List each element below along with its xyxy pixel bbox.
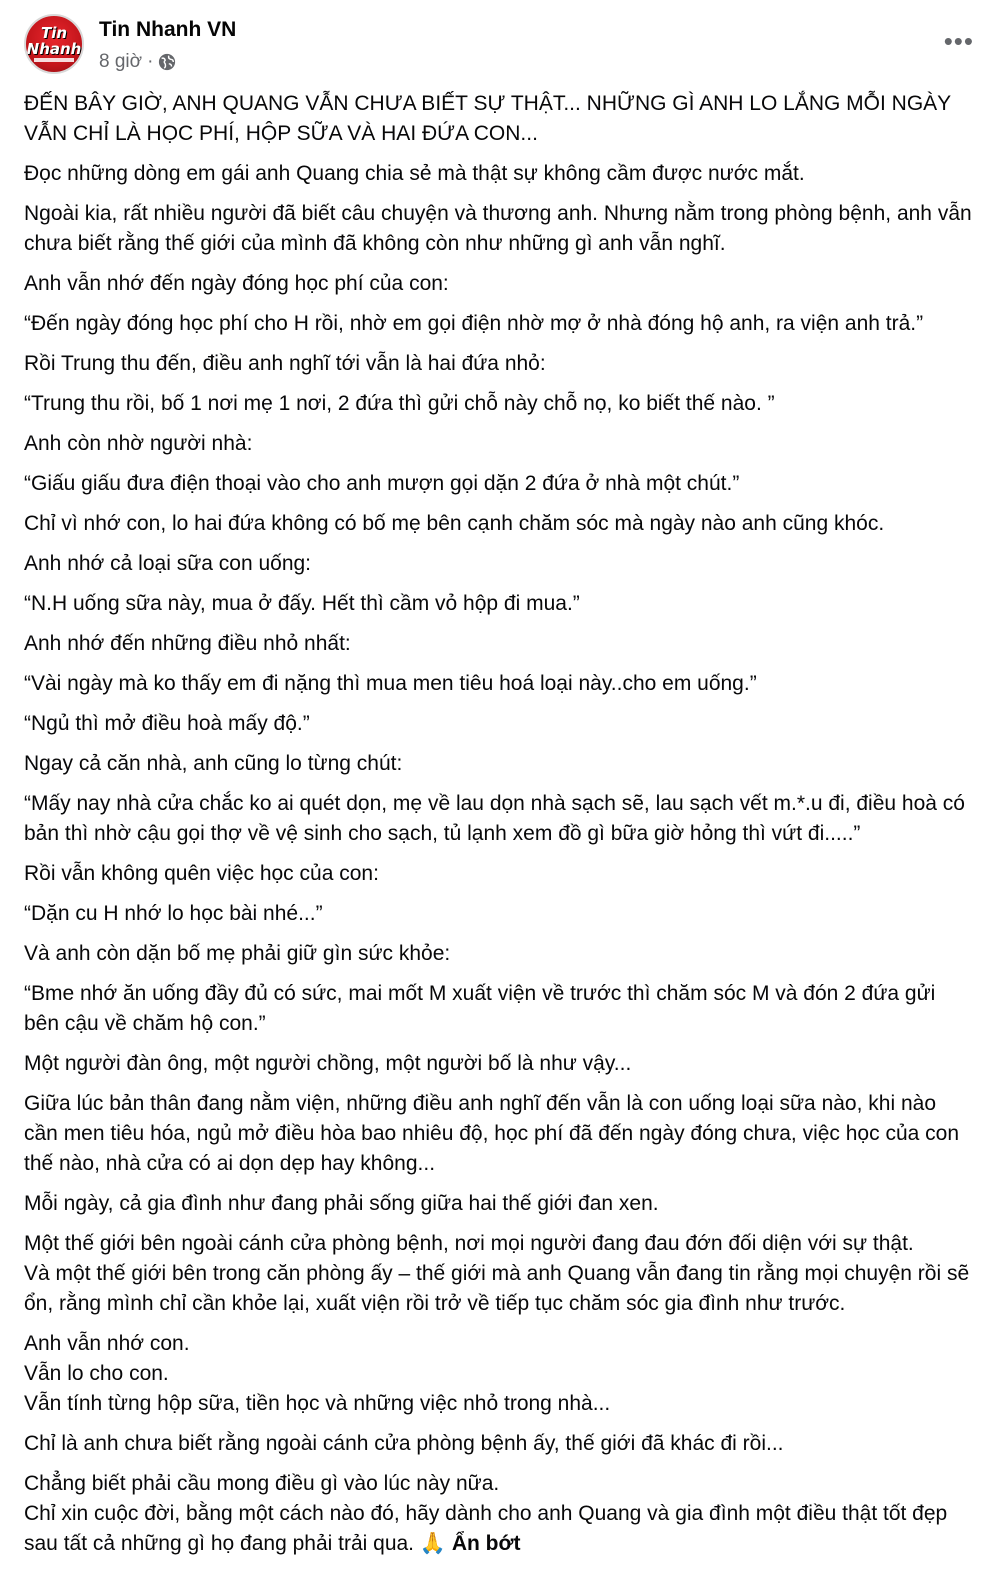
post-quote: “Dặn cu H nhớ lo học bài nhé...” [24, 902, 323, 925]
post-line: Vẫn tính từng hộp sữa, tiền học và những việc nhỏ trong nhà... [24, 1392, 611, 1415]
post-line: Anh vẫn nhớ con. [24, 1332, 190, 1355]
post-line: Vẫn lo cho con. [24, 1362, 169, 1385]
post-time[interactable]: 8 giờ [99, 51, 143, 72]
avatar[interactable] [24, 14, 84, 74]
post-paragraph: Và một thế giới bên trong căn phòng ấy – thế giới mà anh Quang vẫn đang tin rằng mọi chuyện rồi sẽ ổn, rằng mình chỉ cần khỏe lại, xuất viện rồi trở về tiếp tục chăm sóc gia đình như trước. [24, 1262, 970, 1315]
avatar-logo-bar [34, 58, 74, 62]
post-body [24, 89, 974, 1559]
avatar-logo-line2: Nhanh [26, 40, 82, 58]
post-paragraph: Mỗi ngày, cả gia đình như đang phải sống giữa hai thế giới đan xen. [24, 1192, 659, 1215]
post-last-text: Chỉ xin cuộc đời, bằng một cách nào đó, hãy dành cho anh Quang và gia đình một điều thật tốt đẹp sau tất cả những gì họ đang phải trải qua. [24, 1502, 948, 1555]
author-name[interactable]: Tin Nhanh VN [99, 18, 237, 41]
post-paragraph: Một người đàn ông, một người chồng, một người bố là như vậy... [24, 1052, 632, 1075]
post-paragraph: Rồi Trung thu đến, điều anh nghĩ tới vẫn là hai đứa nhỏ: [24, 352, 546, 375]
post-quote: “Bme nhớ ăn uống đầy đủ có sức, mai mốt M xuất viện về trước thì chăm sóc M và đón 2 đứa gửi bên cậu về chăm hộ con.” [24, 982, 936, 1035]
post-paragraph: Chỉ vì nhớ con, lo hai đứa không có bố mẹ bên cạnh chăm sóc mà ngày nào anh cũng khóc. [24, 512, 885, 535]
post-paragraph: Giữa lúc bản thân đang nằm viện, những điều anh nghĩ đến vẫn là con uống loại sữa nào, khi nào cần men tiêu hóa, ngủ mở điều hòa bao nhiêu độ, học phí đã đến ngày đóng chưa, việc học của con thế nào, nhà cửa có ai dọn dẹp hay không... [24, 1092, 959, 1175]
post-last-paragraph [24, 1499, 974, 1559]
post-paragraph: Anh vẫn nhớ đến ngày đóng học phí của con: [24, 272, 449, 295]
globe-icon[interactable] [158, 53, 176, 71]
post-quote: “Mấy nay nhà cửa chắc ko ai quét dọn, mẹ về lau dọn nhà sạch sẽ, lau sạch vết m.*.u đi, điều hoà có bản thì nhờ cậu gọi thợ về vệ sinh cho sạch, tủ lạnh xem đồ gì bữa giờ hỏng thì vứt đi.....” [24, 792, 965, 845]
post-paragraph: Một thế giới bên ngoài cánh cửa phòng bệnh, nơi mọi người đang đau đớn đối diện với sự thật. [24, 1232, 914, 1255]
post-headline: ĐẾN BÂY GIỜ, ANH QUANG VẪN CHƯA BIẾT SỰ THẬT... NHỮNG GÌ ANH LO LẮNG MỖI NGÀY VẪN CHỈ LÀ HỌC PHÍ, HỘP SỮA VÀ HAI ĐỨA CON... [24, 92, 951, 145]
post-header [24, 14, 984, 78]
post-paragraph: Chẳng biết phải cầu mong điều gì vào lúc này nữa. [24, 1472, 500, 1495]
post-quote: “Trung thu rồi, bố 1 nơi mẹ 1 nơi, 2 đứa thì gửi chỗ này chỗ nọ, ko biết thế nào. ” [24, 392, 775, 415]
avatar-logo-line1: Tin [40, 24, 68, 42]
post-paragraph: Anh còn nhờ người nhà: [24, 432, 253, 455]
post-paragraph: Và anh còn dặn bố mẹ phải giữ gìn sức khỏe: [24, 942, 451, 965]
post-quote: “Giấu giấu đưa điện thoại vào cho anh mượn gọi dặn 2 đứa ở nhà một chút.” [24, 472, 740, 495]
post-paragraph: Anh nhớ đến những điều nhỏ nhất: [24, 632, 351, 655]
post-quote: “Ngủ thì mở điều hoà mấy độ.” [24, 712, 310, 735]
post-paragraph: Anh nhớ cả loại sữa con uống: [24, 552, 312, 575]
see-less-link[interactable]: Ẩn bớt [451, 1532, 521, 1555]
post-paragraph: Đọc những dòng em gái anh Quang chia sẻ mà thật sự không cầm được nước mắt. [24, 162, 805, 185]
post-paragraph: Rồi vẫn không quên việc học của con: [24, 862, 379, 885]
post-meta [99, 51, 176, 73]
post-quote: “N.H uống sữa này, mua ở đấy. Hết thì cầm vỏ hộp đi mua.” [24, 592, 580, 615]
meta-separator: · [147, 51, 154, 72]
post-paragraph: Chỉ là anh chưa biết rằng ngoài cánh cửa phòng bệnh ấy, thế giới đã khác đi rồi... [24, 1432, 784, 1455]
more-horizontal-icon[interactable]: ••• [943, 26, 974, 56]
post-paragraph: Ngay cả căn nhà, anh cũng lo từng chút: [24, 752, 403, 775]
post-paragraph: Ngoài kia, rất nhiều người đã biết câu chuyện và thương anh. Nhưng nằm trong phòng bệnh, anh vẫn chưa biết rằng thế giới của mình đã không còn như những gì anh vẫn nghĩ. [24, 202, 972, 255]
pray-icon: 🙏 [419, 1532, 447, 1555]
post-quote: “Đến ngày đóng học phí cho H rồi, nhờ em gọi điện nhờ mợ ở nhà đóng hộ anh, ra viện anh trả.” [24, 312, 924, 335]
post-quote: “Vài ngày mà ko thấy em đi nặng thì mua men tiêu hoá loại này..cho em uống.” [24, 672, 757, 695]
